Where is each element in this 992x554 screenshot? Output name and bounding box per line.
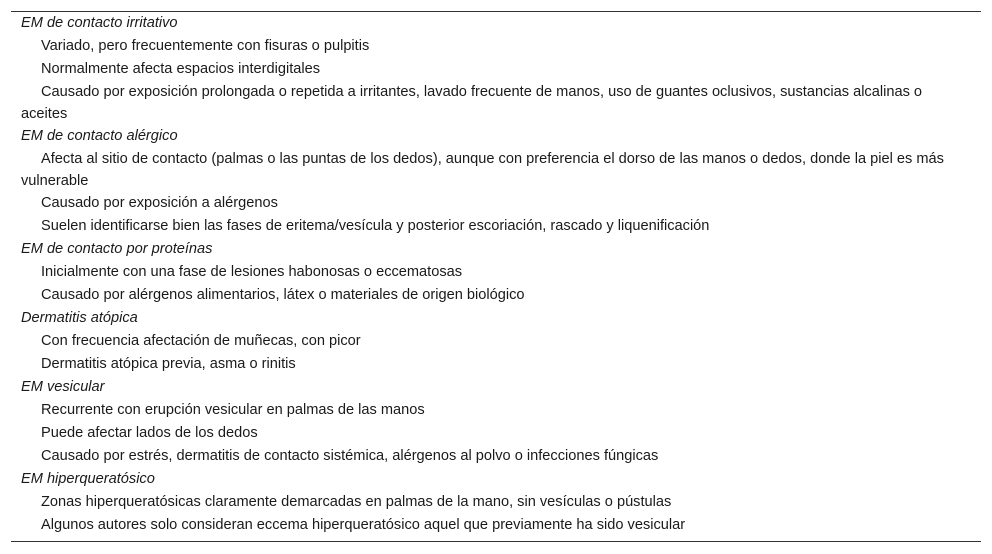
table-row [11, 422, 981, 445]
table-row [11, 491, 981, 514]
item-text: Normalmente afecta espacios interdigitales [41, 61, 321, 77]
table-row [11, 58, 981, 81]
group-header-row [11, 376, 981, 399]
group-title: EM de contacto irritativo [21, 15, 178, 31]
table-row [11, 192, 981, 215]
table-body [11, 12, 981, 541]
group-header-row [11, 12, 981, 35]
eczema-types-table [11, 11, 981, 542]
group-header-row [11, 307, 981, 330]
item-text: Suelen identificarse bien las fases de eritema/vesícula y posterior escoriación, rascado y liquenificación [41, 218, 710, 234]
item-text: Con frecuencia afectación de muñecas, con picor [41, 333, 361, 349]
table-row [11, 330, 981, 353]
group-title: EM hiperqueratósico [21, 471, 155, 487]
item-text: Zonas hiperqueratósicas claramente demarcadas en palmas de la mano, sin vesículas o pústulas [41, 494, 672, 510]
group-title: EM de contacto alérgico [21, 128, 178, 144]
item-text: Variado, pero frecuentemente con fisuras o pulpitis [41, 38, 370, 54]
item-text: Algunos autores solo consideran eccema hiperqueratósico aquel que previamente ha sido vesicular [41, 517, 686, 533]
table-row [11, 445, 981, 468]
item-text: Causado por exposición prolongada o repetida a irritantes, lavado frecuente de manos, uso de guantes oclusivos, sustancias alcalinas o aceites [21, 84, 923, 122]
table-row [11, 35, 981, 58]
table-row [11, 215, 981, 238]
table-row [11, 514, 981, 541]
item-text: Recurrente con erupción vesicular en palmas de las manos [41, 402, 425, 418]
item-text: Dermatitis atópica previa, asma o rinitis [41, 356, 296, 372]
table-row [11, 148, 981, 192]
table [11, 12, 981, 541]
item-text: Puede afectar lados de los dedos [41, 425, 258, 441]
table-row [11, 261, 981, 284]
item-text: Causado por alérgenos alimentarios, látex o materiales de origen biológico [41, 287, 525, 303]
table-row [11, 353, 981, 376]
group-title: EM de contacto por proteínas [21, 241, 213, 257]
group-title: EM vesicular [21, 379, 105, 395]
item-text: Afecta al sitio de contacto (palmas o las puntas de los dedos), aunque con preferencia el dorso de las manos o dedos, donde la piel es más vulnerable [21, 151, 944, 189]
group-header-row [11, 125, 981, 148]
item-text: Inicialmente con una fase de lesiones habonosas o eccematosas [41, 264, 463, 280]
item-text: Causado por exposición a alérgenos [41, 195, 278, 211]
group-header-row [11, 238, 981, 261]
table-row [11, 81, 981, 125]
group-header-row [11, 468, 981, 491]
table-row [11, 399, 981, 422]
table-row [11, 284, 981, 307]
item-text: Causado por estrés, dermatitis de contacto sistémica, alérgenos al polvo o infecciones fúngicas [41, 448, 659, 464]
group-title: Dermatitis atópica [21, 310, 138, 326]
